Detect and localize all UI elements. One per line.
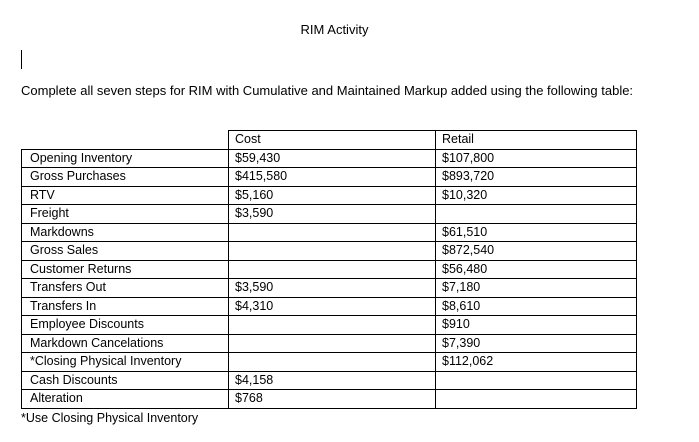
row-cost: $3,590 (229, 205, 436, 224)
row-retail: $7,390 (436, 334, 637, 353)
row-label: Alteration (22, 390, 229, 409)
row-cost (229, 260, 436, 279)
row-label: Employee Discounts (22, 316, 229, 335)
row-label: Transfers In (22, 297, 229, 316)
row-label: Markdown Cancelations (22, 334, 229, 353)
header-cell-cost: Cost (229, 131, 436, 150)
header-cell-retail: Retail (436, 131, 637, 150)
header-cell-label (22, 131, 229, 150)
row-label: Gross Sales (22, 242, 229, 261)
row-retail: $910 (436, 316, 637, 335)
row-cost: $4,158 (229, 371, 436, 390)
row-label: Gross Purchases (22, 168, 229, 187)
table-row (22, 168, 637, 187)
row-label: RTV (22, 186, 229, 205)
row-cost (229, 353, 436, 372)
row-retail: $107,800 (436, 149, 637, 168)
row-cost (229, 316, 436, 335)
row-retail (436, 205, 637, 224)
row-label: *Closing Physical Inventory (22, 353, 229, 372)
row-retail: $893,720 (436, 168, 637, 187)
table-row (22, 260, 637, 279)
row-retail (436, 371, 637, 390)
row-retail: $8,610 (436, 297, 637, 316)
row-cost (229, 334, 436, 353)
row-label: Opening Inventory (22, 149, 229, 168)
table-row (22, 205, 637, 224)
table-row (22, 242, 637, 261)
row-label: Customer Returns (22, 260, 229, 279)
table-row (22, 149, 637, 168)
row-cost: $5,160 (229, 186, 436, 205)
row-label: Freight (22, 205, 229, 224)
row-retail: $61,510 (436, 223, 637, 242)
row-cost: $4,310 (229, 297, 436, 316)
table-row (22, 297, 637, 316)
table-row (22, 279, 637, 298)
row-retail (436, 390, 637, 409)
row-cost: $768 (229, 390, 436, 409)
table-row (22, 316, 637, 335)
row-cost (229, 223, 436, 242)
footnote: *Use Closing Physical Inventory (21, 411, 199, 425)
table-header-row (22, 131, 637, 150)
row-retail: $112,062 (436, 353, 637, 372)
row-retail: $7,180 (436, 279, 637, 298)
row-label: Transfers Out (22, 279, 229, 298)
row-retail: $10,320 (436, 186, 637, 205)
text-cursor (21, 50, 22, 69)
row-label: Cash Discounts (22, 371, 229, 390)
row-cost (229, 242, 436, 261)
row-retail: $872,540 (436, 242, 637, 261)
row-cost: $59,430 (229, 149, 436, 168)
row-cost: $3,590 (229, 279, 436, 298)
table-row (22, 334, 637, 353)
table-row (22, 371, 637, 390)
row-retail: $56,480 (436, 260, 637, 279)
table-row (22, 353, 637, 372)
row-cost: $415,580 (229, 168, 436, 187)
table-row (22, 390, 637, 409)
rim-table (21, 130, 637, 409)
page-title: RIM Activity (300, 22, 369, 37)
table-row (22, 186, 637, 205)
row-label: Markdowns (22, 223, 229, 242)
table-row (22, 223, 637, 242)
instructions-paragraph: Complete all seven steps for RIM with Cumulative and Maintained Markup added using the following table: (21, 83, 634, 98)
